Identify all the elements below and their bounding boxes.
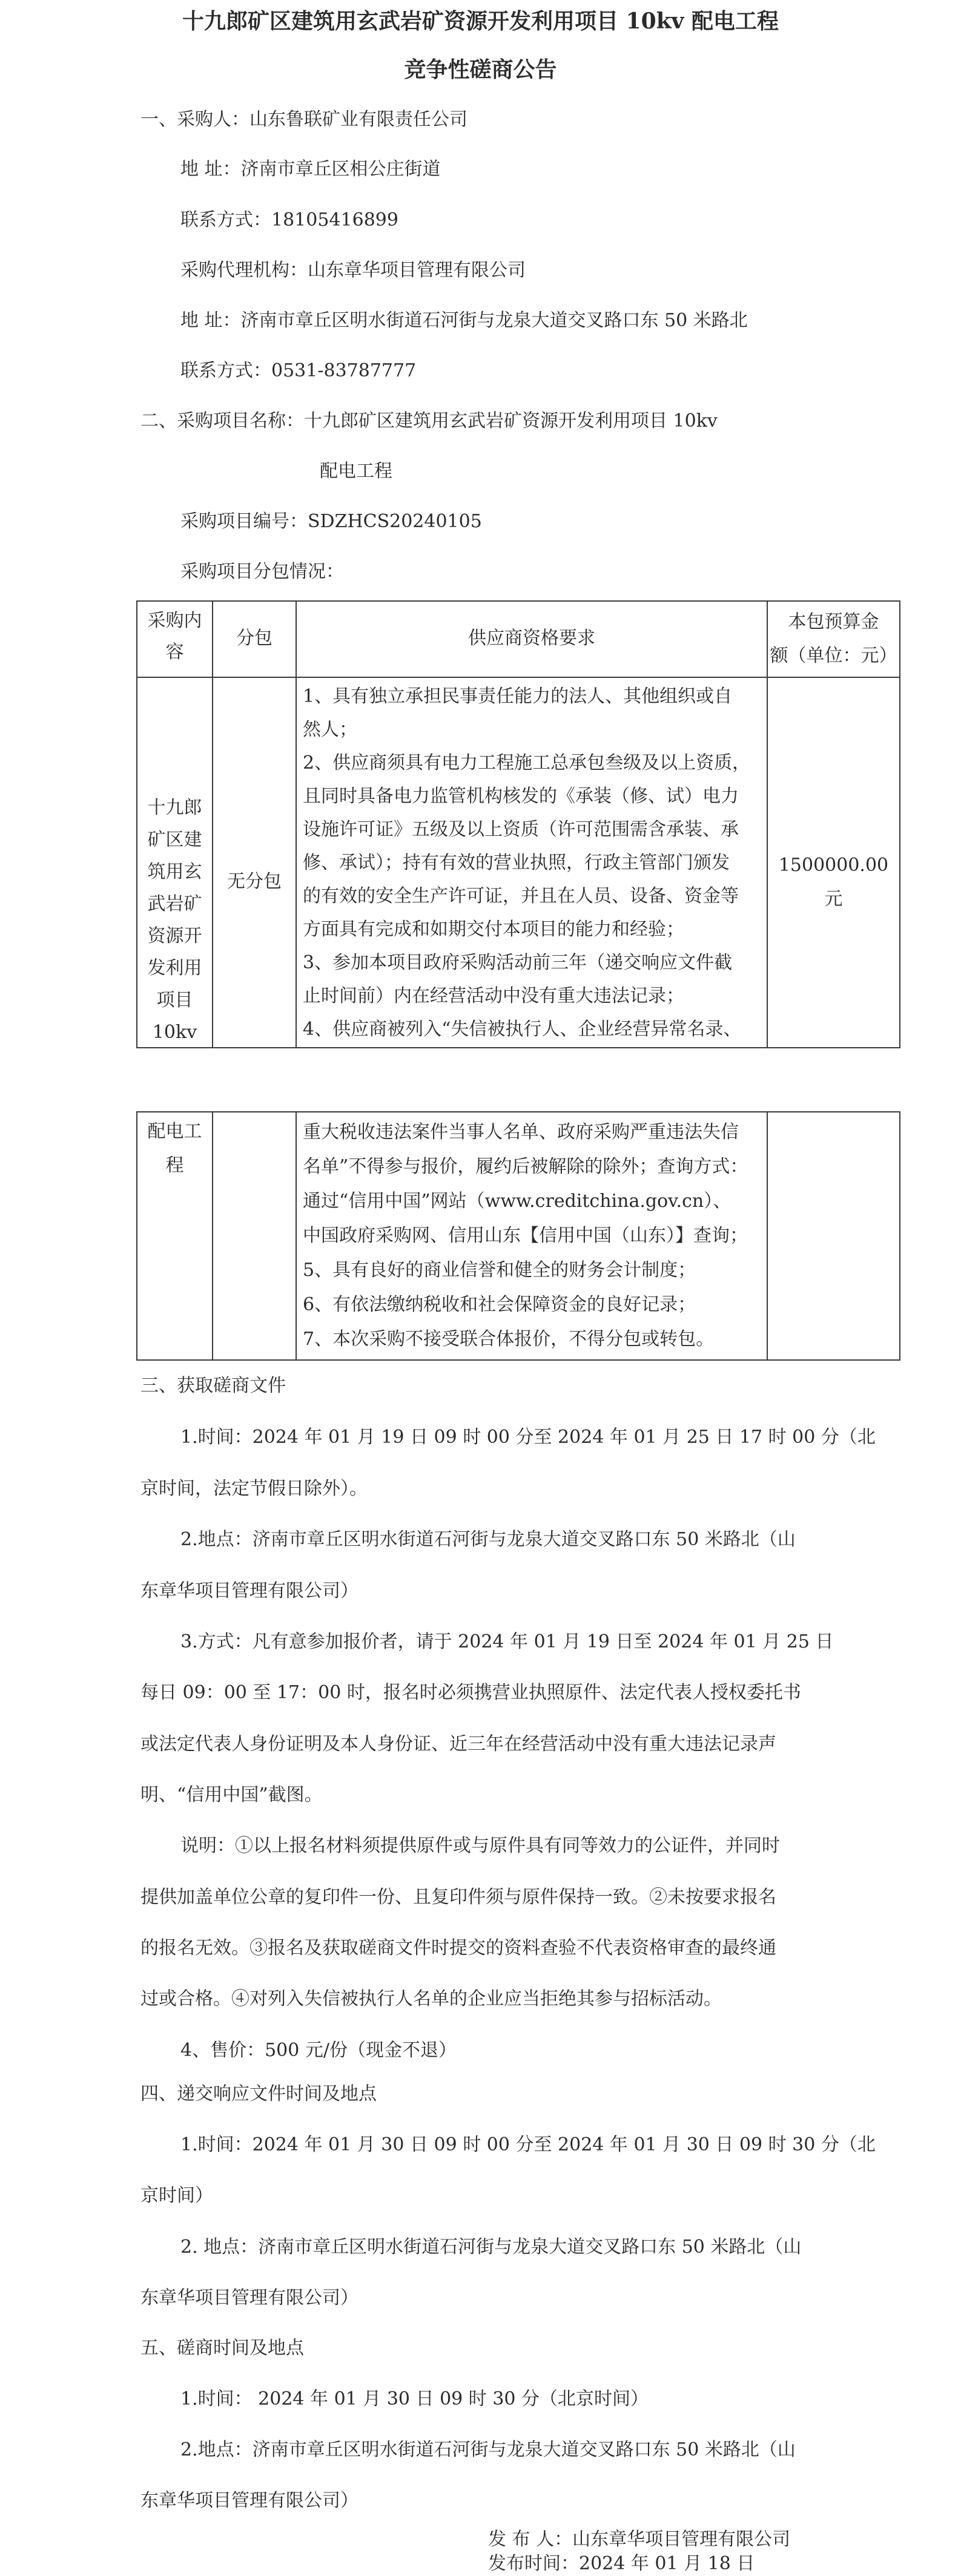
note-line1: 说明：①以上报名材料须提供原件或与原件具有同等效力的公证件，并同时: [180, 1835, 780, 1856]
cell-requirements-part2: 重大税收违法案件当事人名单、政府采购严重违法失信 名单”不得参与报价，履约后被解除的除外；查询方式： 通过“信用中国”网站（www.creditchina.gov.cn）、 中国政府采购网、信用山东【信用中国（山东）】查询； 5、具有良好的商业信誉和健全的财务会计制度； 6、有依法缴纳税收和社会保障资金的良好记录； 7、本次采购不接受联合体报价，不得分包或转包。: [303, 1122, 748, 1350]
obtain-time-line1: 1.时间：2024 年 01 月 19 日 09 时 00 分至 2024 年 01 月 25 日 17 时 00 分（北: [180, 1427, 876, 1448]
cell-requirements-part1: 1、具有独立承担民事责任能力的法人、其他组织或自 然人； 2、供应商须具有电力工程施工总承包叁级及以上资质， 且同时具备电力监管机构核发的《承装（修、试）电力 设施许可证》五级及以上资质（许可范围需含承装、承 修、承试）；持有有效的营业执照，行政主管部门颁发 的有效的安全生产许可证，并且在人员、设备、资金等 方面具有完成和如期交付本项目的能力和经验； 3、参加本项目政府采购活动前三年（递交响应文件截 止时间前）内在经营活动中没有重大违法记录； 4、供应商被列入“失信被执行人、企业经营异常名录、: [303, 686, 751, 1040]
cell-budget: 1500000.00 元: [778, 855, 889, 910]
submit-heading: 四、递交响应文件时间及地点: [140, 2083, 377, 2104]
submit-time-line1: 1.时间：2024 年 01 月 30 日 09 时 00 分至 2024 年 01 月 30 日 09 时 30 分（北: [180, 2134, 876, 2155]
obtain-docs-heading: 三、获取磋商文件: [140, 1375, 286, 1396]
negotiation-place-line1: 2.地点：济南市章丘区明水街道石河街与龙泉大道交叉路口东 50 米路北（山: [180, 2439, 796, 2460]
cell-content-part2: 配电工 程: [147, 1121, 202, 1176]
document-title: 十九郎矿区建筑用玄武岩矿资源开发利用项目 10kv 配电工程: [182, 8, 779, 34]
negotiation-heading: 五、磋商时间及地点: [140, 2338, 304, 2359]
header-requirements: 供应商资格要求: [468, 628, 595, 649]
purchaser-heading: 一、采购人：山东鲁联矿业有限责任公司: [140, 109, 467, 130]
negotiation-place-line2: 东章华项目管理有限公司）: [140, 2490, 358, 2511]
document-subtitle: 竞争性磋商公告: [404, 57, 557, 82]
package-label: 采购项目分包情况：: [180, 561, 344, 582]
cell-content-part1: 十九郎 矿区建 筑用玄 武岩矿 资源开 发利用 项目 10kv: [147, 797, 202, 1043]
header-package: 分包: [236, 628, 272, 649]
obtain-method-line2: 每日 09：00 至 17：00 时，报名时必须携营业执照原件、法定代表人授权委托书: [140, 1682, 801, 1703]
submit-time-line2: 京时间）: [140, 2185, 213, 2206]
negotiation-time: 1.时间： 2024 年 01 月 30 日 09 时 30 分（北京时间）: [180, 2388, 649, 2410]
cell-package: 无分包: [227, 871, 282, 892]
purchaser-address: 地 址：济南市章丘区相公庄街道: [180, 159, 441, 180]
note-line4: 过或合格。④对列入失信被执行人名单的企业应当拒绝其参与招标活动。: [140, 1988, 722, 2009]
obtain-method-line4: 明、“信用中国”截图。: [140, 1784, 323, 1806]
agency-contact: 联系方式：0531-83787777: [180, 360, 417, 381]
project-name-continued: 配电工程: [320, 461, 392, 482]
project-number: 采购项目编号：SDZHCS20240105: [180, 511, 482, 532]
publisher: 发 布 人：山东章华项目管理有限公司: [488, 2529, 791, 2550]
note-line3: 的报名无效。③报名及获取磋商文件时提交的资料查验不代表资格审查的最终通: [140, 1937, 776, 1959]
obtain-place-line2: 东章华项目管理有限公司）: [140, 1580, 358, 1602]
obtain-method-line3: 或法定代表人身份证明及本人身份证、近三年在经营活动中没有重大违法记录声: [140, 1733, 776, 1755]
purchaser-contact: 联系方式：18105416899: [180, 209, 398, 231]
header-content: 采购内 容: [147, 610, 202, 663]
project-name-heading: 二、采购项目名称：十九郎矿区建筑用玄武岩矿资源开发利用项目 10kv: [140, 410, 718, 432]
header-budget: 本包预算金 额（单位：元）: [770, 611, 897, 666]
price-line: 4、售价：500 元/份（现金不退）: [180, 2040, 457, 2061]
note-line2: 提供加盖单位公章的复印件一份、且复印件须与原件保持一致。②未按要求报名: [140, 1887, 776, 1908]
obtain-time-line2: 京时间，法定节假日除外）。: [140, 1478, 368, 1499]
submit-place-line1: 2. 地点：济南市章丘区明水街道石河街与龙泉大道交叉路口东 50 米路北（山: [180, 2236, 802, 2258]
submit-place-line2: 东章华项目管理有限公司）: [140, 2287, 358, 2308]
agency-address: 地 址：济南市章丘区明水街道石河街与龙泉大道交叉路口东 50 米路北: [180, 310, 748, 331]
publish-date: 发布时间：2024 年 01 月 18 日: [488, 2553, 755, 2574]
agency-name: 采购代理机构：山东章华项目管理有限公司: [180, 260, 526, 281]
obtain-place-line1: 2.地点：济南市章丘区明水街道石河街与龙泉大道交叉路口东 50 米路北（山: [180, 1529, 796, 1550]
obtain-method-line1: 3.方式：凡有意参加报价者，请于 2024 年 01 月 19 日至 2024 年 01 月 25 日: [180, 1631, 834, 1652]
